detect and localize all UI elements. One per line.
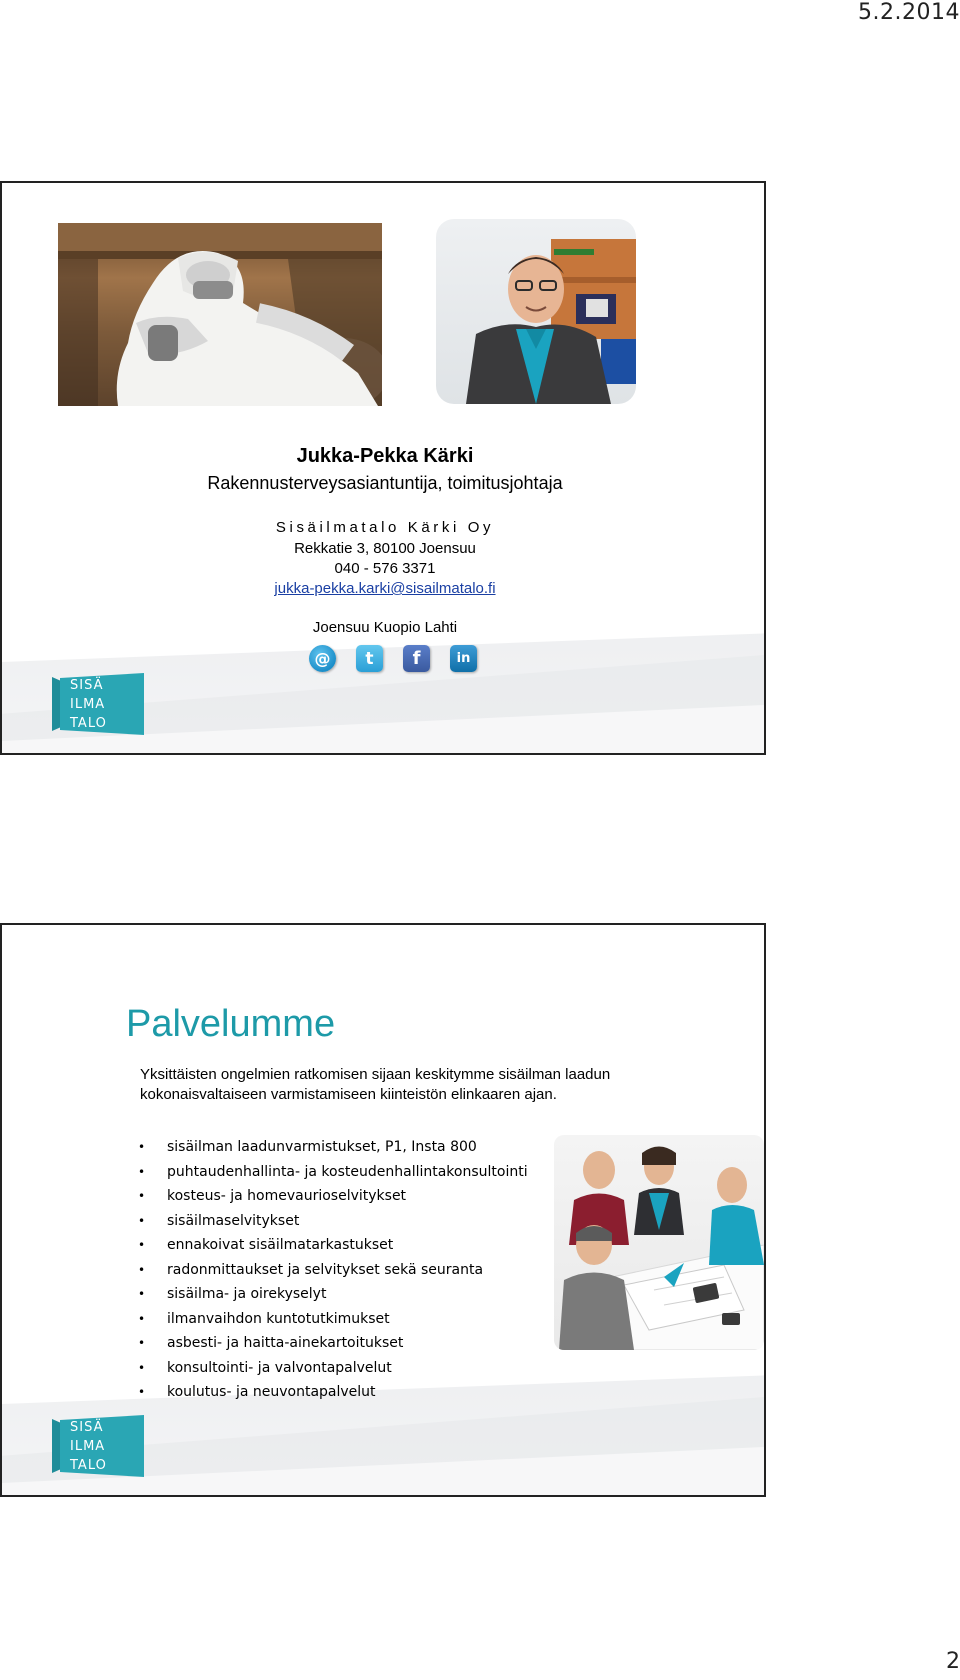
photo-portrait xyxy=(436,219,636,404)
list-item: • puhtaudenhallinta- ja kosteudenhallintakonsultointi xyxy=(134,1160,528,1185)
list-item: • konsultointi- ja valvontapalvelut xyxy=(134,1356,528,1381)
list-item: • ennakoivat sisäilmatarkastukset xyxy=(134,1233,528,1258)
list-item: • kosteus- ja homevaurioselvitykset xyxy=(134,1184,528,1209)
sisailmatalo-logo: SISÄ ILMA TALO xyxy=(52,1415,144,1477)
list-item: • sisäilma- ja oirekyselyt xyxy=(134,1282,528,1307)
twitter-icon[interactable]: t xyxy=(356,645,383,672)
facebook-icon[interactable]: f xyxy=(403,645,430,672)
list-item: • sisäilman laadunvarmistukset, P1, Insta 800 xyxy=(134,1135,528,1160)
list-item: • ilmanvaihdon kuntotutkimukset xyxy=(134,1307,528,1332)
email-link[interactable]: jukka-pekka.karki@sisailmatalo.fi xyxy=(274,580,496,597)
email-icon[interactable]: @ xyxy=(309,645,336,672)
office-cities: Joensuu Kuopio Lahti xyxy=(312,619,458,636)
photo-team-meeting xyxy=(554,1135,764,1350)
list-item: • radonmittaukset ja selvitykset sekä seuranta xyxy=(134,1258,528,1283)
company-name: Sisäilmatalo Kärki Oy xyxy=(275,519,495,536)
page-date: 5.2.2014 xyxy=(858,0,960,25)
list-item: • sisäilmaselvitykset xyxy=(134,1209,528,1234)
linkedin-icon[interactable]: in xyxy=(450,645,477,672)
list-item: • koulutus- ja neuvontapalvelut xyxy=(134,1380,528,1405)
photo-protective-suit-worker xyxy=(58,223,382,406)
page-number: 2 xyxy=(946,1649,960,1674)
person-name: Jukka-Pekka Kärki xyxy=(296,445,474,467)
list-item: • asbesti- ja haitta-ainekartoitukset xyxy=(134,1331,528,1356)
services-list xyxy=(134,1135,528,1405)
company-phone: 040 - 576 3371 xyxy=(334,560,436,577)
slide-contact xyxy=(0,181,766,755)
slide-services xyxy=(0,923,766,1497)
person-title: Rakennusterveysasiantuntija, toimitusjohtaja xyxy=(207,473,563,493)
slide-title: Palvelumme xyxy=(126,1003,336,1045)
social-icons xyxy=(309,645,477,672)
company-address: Rekkatie 3, 80100 Joensuu xyxy=(294,540,476,557)
slide-intro: Yksittäisten ongelmien ratkomisen sijaan keskitymme sisäilman laadun kokonaisvaltaiseen varmistamiseen kiinteistön elinkaaren ajan. xyxy=(140,1066,611,1103)
sisailmatalo-logo: SISÄ ILMA TALO xyxy=(52,673,144,735)
